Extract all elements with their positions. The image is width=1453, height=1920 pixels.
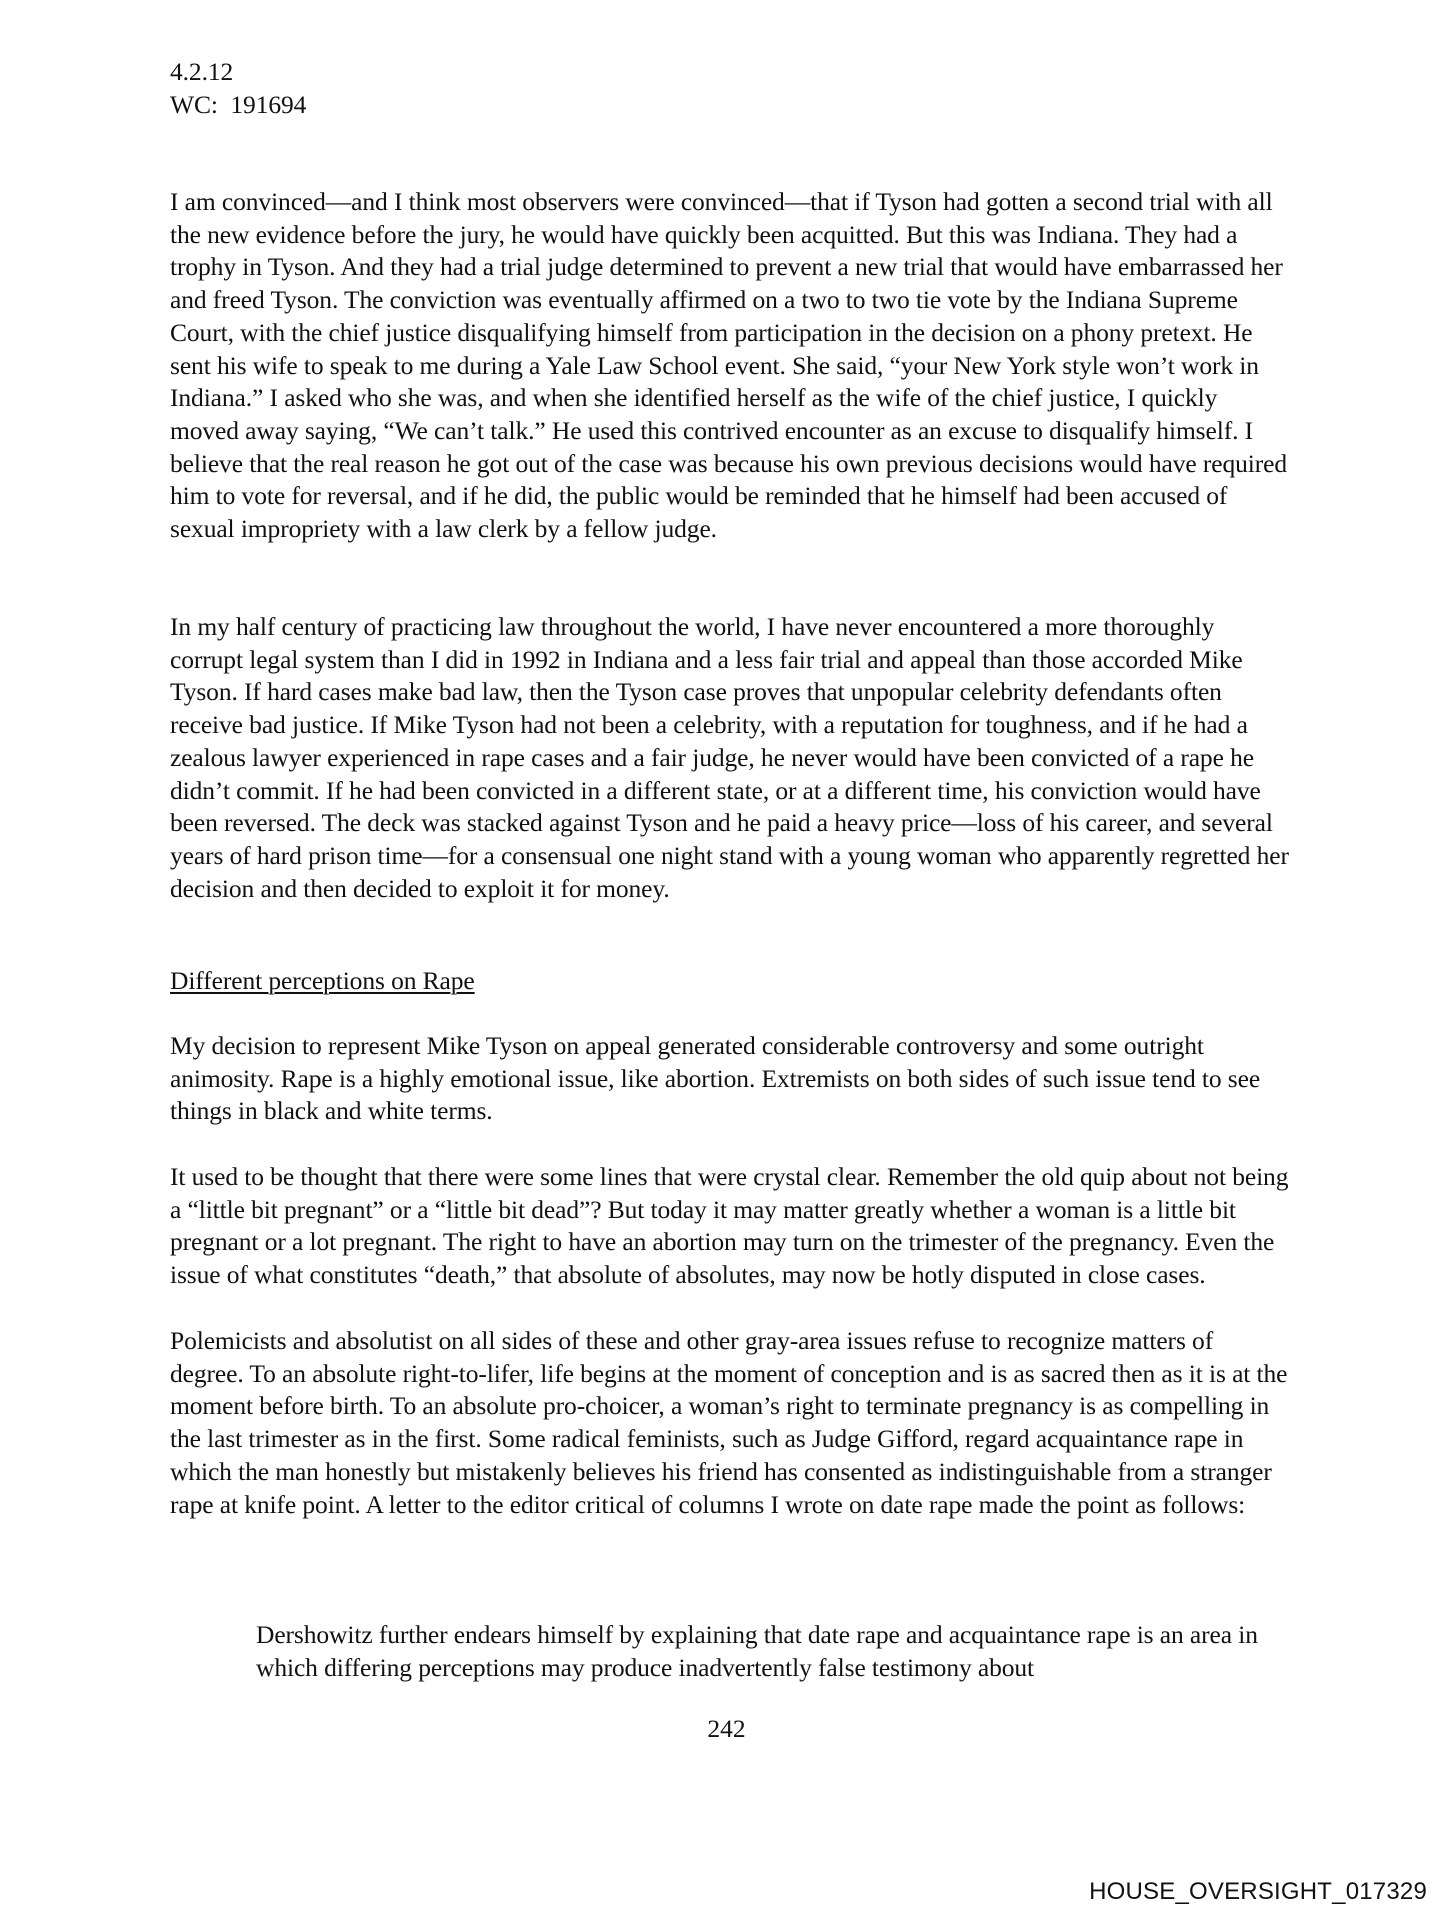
section-heading-container: [170, 965, 1290, 998]
paragraph: In my half century of practicing law throughout the world, I have never encountered a more thoroughly corrupt legal system than I did in 1992 in Indiana and a less fair trial and appeal than those accorded Mike Tyson. If hard cases make bad law, then the Tyson case proves that unpopular celebrity defendants often receive bad justice. If Mike Tyson had not been a celebrity, with a reputation for toughness, and if he had a zealous lawyer experienced in rape cases and a fair judge, he never would have been convicted of a rape he didn’t commit. If he had been convicted in a different state, or at a different time, his conviction would have been reversed. The deck was stacked against Tyson and he paid a heavy price—loss of his career, and several years of hard prison time—for a consensual one night stand with a young woman who apparently regretted her decision and then decided to exploit it for money.: [170, 612, 1289, 903]
section-heading: Different perceptions on Rape: [170, 966, 475, 995]
paragraph: It used to be thought that there were some lines that were crystal clear. Remember the old quip about not being a “little bit pregnant” or a “little bit dead”? But today it may matter greatly whether a woman is a little bit pregnant or a lot pregnant. The right to have an abortion may turn on the trimester of the pregnancy. Even the issue of what constitutes “death,” that absolute of absolutes, may now be hotly disputed in close cases.: [170, 1162, 1289, 1290]
page-number: 242: [707, 1714, 746, 1743]
bates-number: HOUSE_OVERSIGHT_017329: [1089, 1878, 1427, 1905]
word-count: WC: 191694: [170, 89, 307, 119]
block-quote: Dershowitz further endears himself by explaining that date rape and acquaintance rape is an area in which differing perceptions may produce inadvertently false testimony about: [256, 1620, 1258, 1682]
draft-date: 4.2.12: [170, 57, 234, 86]
paragraph: My decision to represent Mike Tyson on appeal generated considerable controversy and some outright animosity. Rape is a highly emotional issue, like abortion. Extremists on both sides of such issue tend to see things in black and white terms.: [170, 1031, 1261, 1126]
document-header: [170, 56, 1290, 121]
paragraph: Polemicists and absolutist on all sides of these and other gray-area issues refuse to recognize matters of degree. To an absolute right-to-lifer, life begins at the moment of conception and is as sacred then as it is at the moment before birth. To an absolute pro-choicer, a woman’s right to terminate pregnancy is as compelling in the last trimester as in the first. Some radical feminists, such as Judge Gifford, regard acquaintance rape in which the man honestly but mistakenly believes his friend has consented as indistinguishable from a stranger rape at knife point. A letter to the editor critical of columns I wrote on date rape made the point as follows:: [170, 1326, 1288, 1519]
paragraph: I am convinced—and I think most observers were convinced—that if Tyson had gotten a second trial with all the new evidence before the jury, he would have quickly been acquitted. But this was Indiana. They had a trophy in Tyson. And they had a trial judge determined to prevent a new trial that would have embarrassed her and freed Tyson. The conviction was eventually affirmed on a two to two tie vote by the Indiana Supreme Court, with the chief justice disqualifying himself from participation in the decision on a phony pretext. He sent his wife to speak to me during a Yale Law School event. She said, “your New York style won’t work in Indiana.” I asked who she was, and when she identified herself as the wife of the chief justice, I quickly moved away saying, “We can’t talk.” He used this contrived encounter as an excuse to disqualify himself. I believe that the real reason he got out of the case was because his own previous decisions would have required him to vote for reversal, and if he did, the public would be reminded that he himself had been accused of sexual impropriety with a law clerk by a fellow judge.: [170, 187, 1288, 544]
